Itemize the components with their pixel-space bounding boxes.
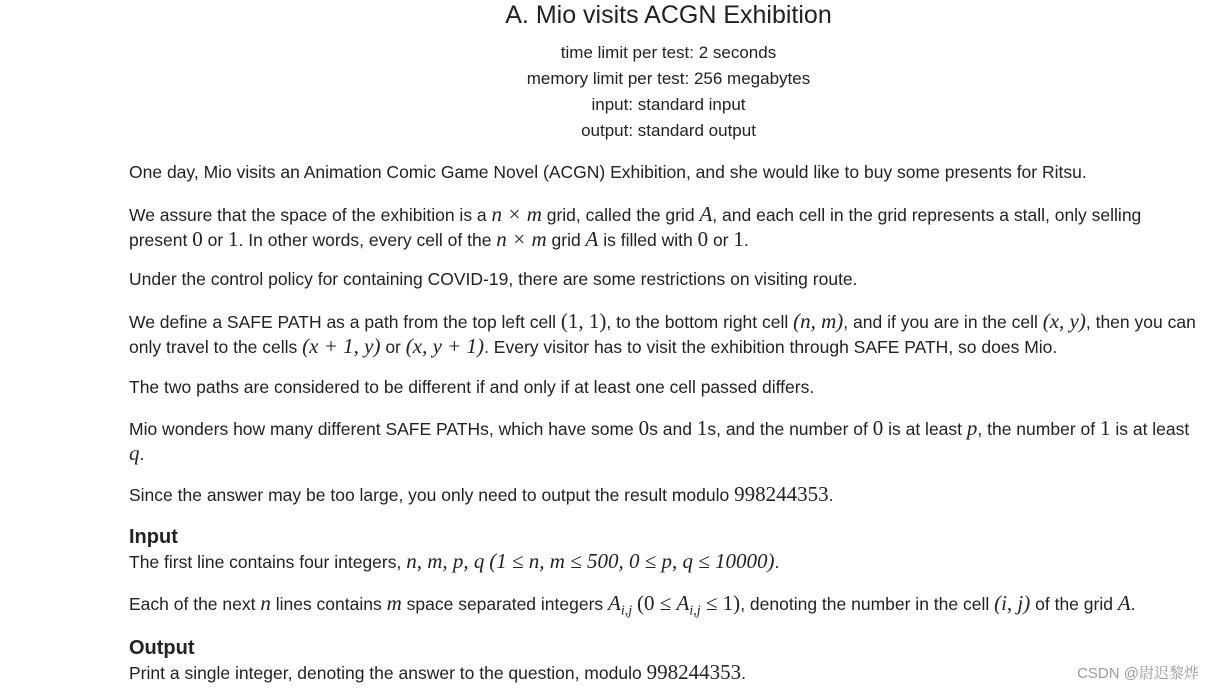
statement-paragraph-4: We define a SAFE PATH as a path from the top left cell (1, 1), to the bottom right cell (n, m), and if you are in the cell (x, y), then you can only travel to the cells (x + 1, y) or (x, y + 1). Every visitor has to visit the exhibition through SAFE PATH, so does Mio. [129, 309, 1196, 358]
output-header: Output [129, 637, 195, 659]
problem-title: A. Mio visits ACGN Exhibition [505, 1, 832, 29]
statement-paragraph-5: The two paths are considered to be different if and only if at least one cell passed differs. [129, 377, 815, 397]
statement-paragraph-3: Under the control policy for containing COVID-19, there are some restrictions on visiting route. [129, 269, 858, 289]
statement-paragraph-1: One day, Mio visits an Animation Comic Game Novel (ACGN) Exhibition, and she would like to buy some presents for Ritsu. [129, 162, 1087, 182]
output-line-1: Print a single integer, denoting the answer to the question, modulo 998244353. [129, 660, 746, 684]
time-limit: time limit per test: 2 seconds [560, 43, 777, 62]
input-line-1: The first line contains four integers, n, m, p, q (1 ≤ n, m ≤ 500, 0 ≤ p, q ≤ 10000). [129, 549, 780, 573]
memory-limit: memory limit per test: 256 megabytes [526, 69, 811, 88]
input-spec: input: standard input [591, 95, 746, 114]
statement-paragraph-7: Since the answer may be too large, you only need to output the result modulo 998244353. [129, 482, 834, 506]
input-header: Input [129, 526, 178, 548]
problem-limits [0, 40, 1213, 144]
statement-paragraph-6: Mio wonders how many different SAFE PATHs, which have some 0s and 1s, and the number of 0 is at least p, the number of 1 is at least q. [129, 416, 1190, 465]
csdn-watermark: CSDN @尉迟黎烨 [1077, 665, 1199, 682]
input-line-2: Each of the next n lines contains m space separated integers $A_{i,j}$ $(0 \le A_{i,j} \le 1)$, denoting the number in the cell (i, j) of the grid A. [129, 591, 1136, 619]
statement-paragraph-2: We assure that the space of the exhibition is a n × m grid, called the grid A, and each cell in the grid represents a stall, only selling present 0 or 1. In other words, every cell of the n × m grid A is filled with 0 or 1. [129, 202, 1142, 251]
output-spec: output: standard output [581, 121, 756, 140]
